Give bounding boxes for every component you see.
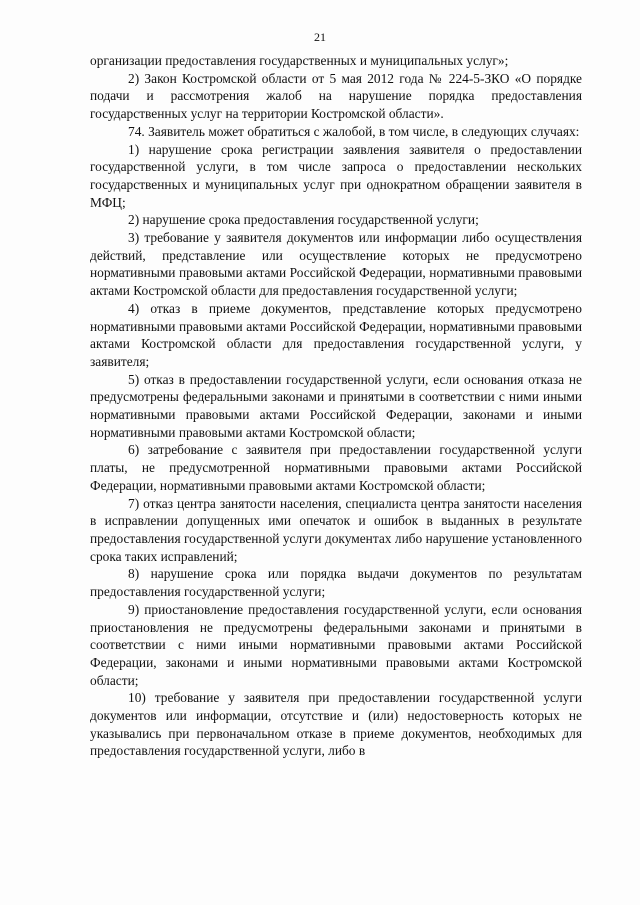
document-body	[90, 52, 582, 760]
paragraph-item-2: 2) нарушение срока предоставления государственной услуги;	[128, 212, 479, 228]
paragraph-item-10: 10) требование у заявителя при предоставлении государственной услуги документов или информации, отсутствие и (или) недостоверность которых не указывались при первоначальном отказе в приеме документов, необходимых для предоставления государственной услуги, либо в	[90, 690, 582, 759]
paragraph-item-8: 8) нарушение срока или порядка выдачи документов по результатам предоставления государственной услуги;	[90, 566, 582, 600]
paragraph-item-3: 3) требование у заявителя документов или информации либо осуществления действий, представление или осуществление которых не предусмотрено нормативными правовыми актами Российской Федерации, нормативными правовыми актами Костромской области для предоставления государственной услуги;	[90, 230, 582, 299]
paragraph-item-1: 1) нарушение срока регистрации заявления заявителя о предоставлении государственной услуги, в том числе запроса о предоставлении нескольких государственных и муниципальных услуг при однократном обращении заявителя в МФЦ;	[90, 141, 582, 210]
paragraph-item-7: 7) отказ центра занятости населения, специалиста центра занятости населения в исправлении допущенных ими опечаток и ошибок в выданных в результате предоставления государственной услуги документах либо нарушение установленного срока таких исправлений;	[90, 495, 582, 564]
paragraph-item-4: 4) отказ в приеме документов, представление которых предусмотрено нормативными правовыми актами Российской Федерации, нормативными правовыми актами Костромской области для предоставления государственной услуги, у заявителя;	[90, 300, 582, 369]
paragraph-law-kostroma: 2) Закон Костромской области от 5 мая 2012 года № 224-5-ЗКО «О порядке подачи и рассмотрения жалоб на нарушение порядка предоставления государственных услуг на территории Костромской области».	[90, 70, 582, 122]
paragraph-item-9: 9) приостановление предоставления государственной услуги, если основания приостановления не предусмотрены федеральными законами и принятыми в соответствии с ними иными нормативными правовыми актами Российской Федерации, законами и иными нормативными правовыми актами Костромской области;	[90, 601, 582, 688]
paragraph-clause-74: 74. Заявитель может обратиться с жалобой, в том числе, в следующих случаях:	[128, 123, 580, 139]
paragraph-item-5: 5) отказ в предоставлении государственной услуги, если основания отказа не предусмотрены федеральными законами и принятыми в соответствии с ними иными нормативными правовыми актами Российской Федерации, законами и иными нормативными правовыми актами Костромской области;	[90, 371, 582, 440]
paragraph-continuation: организации предоставления государственных и муниципальных услуг»;	[90, 53, 509, 68]
page-number: 21	[314, 30, 326, 44]
paragraph-item-6: 6) затребование с заявителя при предоставлении государственной услуги платы, не предусмотренной нормативными правовыми актами Российской Федерации, нормативными правовыми актами Костромской области;	[90, 442, 582, 493]
